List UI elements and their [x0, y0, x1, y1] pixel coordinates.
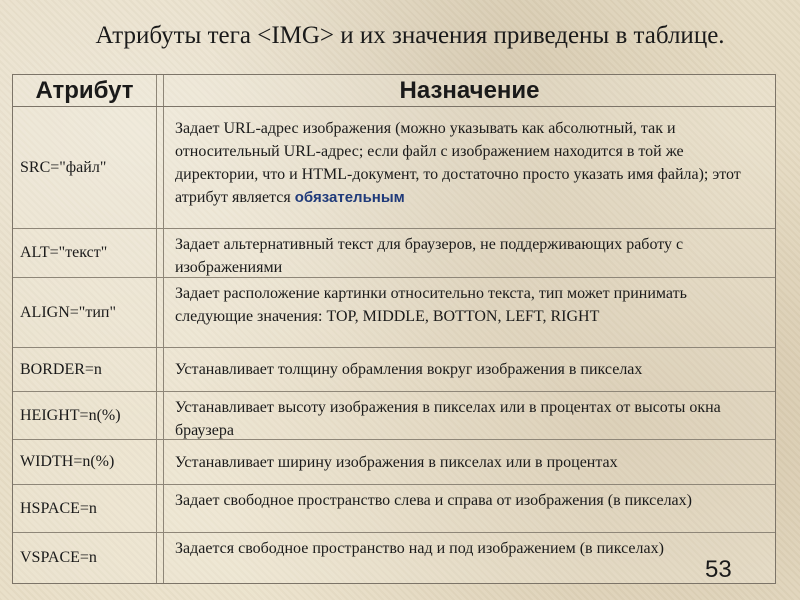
table-row	[13, 107, 775, 229]
purpose-cell: Задает альтернативный текст для браузеров, не поддерживающих работу с изображениями	[163, 229, 775, 277]
table-header-row	[13, 75, 775, 107]
attribute-cell: HEIGHT=n(%)	[13, 392, 157, 439]
table-row	[13, 440, 775, 485]
attribute-cell: HSPACE=n	[13, 485, 157, 532]
purpose-cell: Устанавливает высоту изображения в пикселах или в процентах от высоты окна браузера	[163, 392, 775, 439]
purpose-cell: Задает расположение картинки относительно текста, тип может принимать следующие значения: TOP, MIDDLE, BOTTON, LEFT, RIGHT	[163, 278, 775, 347]
attributes-table	[12, 74, 776, 584]
attribute-cell: ALIGN="тип"	[13, 278, 157, 347]
slide-title-text: Атрибуты тега <IMG> и их значения приведены в таблице.	[95, 22, 725, 49]
attribute-cell: ALT="текст"	[13, 229, 157, 277]
attribute-cell: SRC="файл"	[13, 107, 157, 228]
purpose-cell	[163, 107, 775, 228]
page-number: 53	[705, 556, 732, 583]
attribute-cell: VSPACE=n	[13, 533, 157, 583]
table-row	[13, 348, 775, 392]
header-attribute: Атрибут	[13, 75, 157, 106]
table-row	[13, 533, 775, 583]
table-row	[13, 485, 775, 533]
purpose-cell: Устанавливает толщину обрамления вокруг изображения в пикселах	[163, 348, 775, 391]
purpose-cell: Устанавливает ширину изображения в пикселах или в процентах	[163, 440, 775, 484]
attribute-cell: WIDTH=n(%)	[13, 440, 157, 484]
slide-title	[0, 22, 800, 50]
table-row	[13, 278, 775, 348]
header-purpose: Назначение	[163, 75, 775, 106]
purpose-text: Задает URL-адрес изображения (можно указывать как абсолютный, так и относительный URL-адрес; если файл с изображением находится в той же директории, что и HTML-документ, то достаточно просто указать имя файла); этот атрибут является	[175, 120, 741, 206]
required-highlight: обязательным	[294, 189, 405, 206]
purpose-cell: Задается свободное пространство над и под изображением (в пикселах)	[163, 533, 775, 583]
table-row	[13, 392, 775, 440]
attribute-cell: BORDER=n	[13, 348, 157, 391]
purpose-cell: Задает свободное пространство слева и справа от изображения (в пикселах)	[163, 485, 775, 532]
table-row	[13, 229, 775, 278]
